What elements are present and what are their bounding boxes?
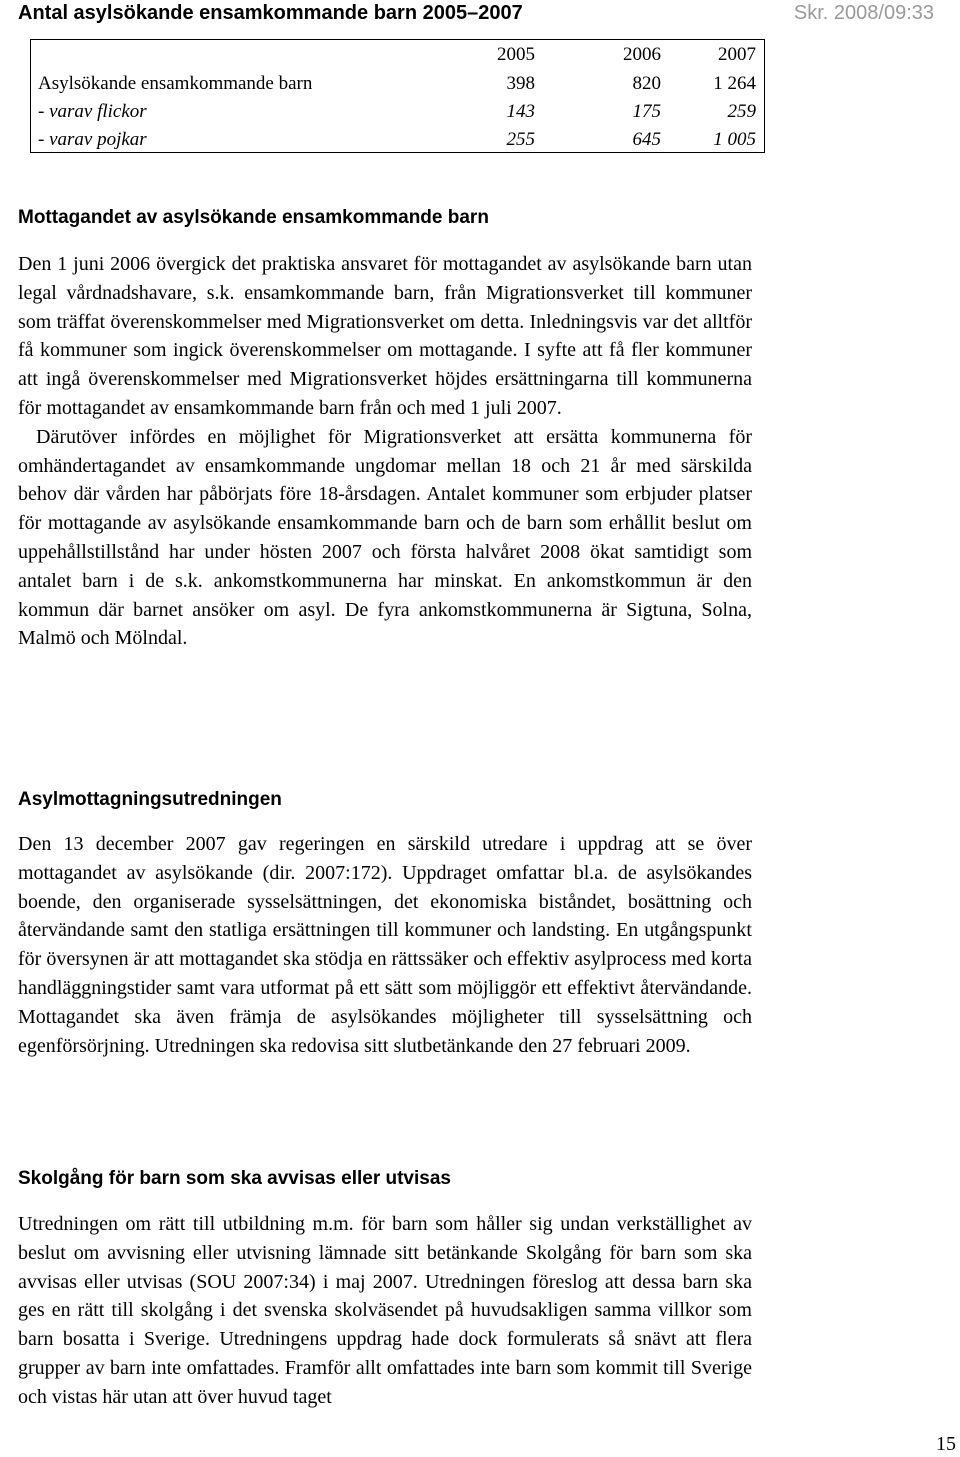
section-body-asylmottagningsutredningen: [18, 830, 752, 1060]
row-label: - varav flickor: [38, 101, 147, 122]
page-number: 15: [936, 1433, 956, 1455]
paragraph: Den 1 juni 2006 övergick det praktiska ansvaret för mottagandet av asylsökande barn utan legal vårdnadshavare, s.k. ensamkommande barn, från Migrationsverket till kommuner som träffat överenskommelser med Migrationsverket om detta. Inledningsvis var det alltför få kommuner som ingick överenskommelser om mottagande. I syfte att få fler kommuner att ingå överenskommelser med Migrationsverket höjdes ersättningarna till kommunerna för mottagandet av ensamkommande barn från och med 1 juli 2007.: [18, 253, 752, 419]
table-cell: 175: [632, 101, 661, 122]
row-label: Asylsökande ensamkommande barn: [38, 73, 313, 94]
table-cell: 1 005: [713, 129, 756, 150]
table-cell: 143: [506, 101, 535, 122]
column-header-2006: 2006: [623, 44, 661, 65]
table-row: [31, 70, 764, 98]
paragraph: Utredningen om rätt till utbildning m.m. för barn som håller sig undan verkställighet av beslut om avvisning eller utvisning lämnade sitt betänkande Skolgång för barn som ska avvisas eller utvisas (SOU 2007:34) i maj 2007. Utredningen föreslog att dessa barn ska ges en rätt till skolgång i det svenska skolväsendet på huvudsakligen samma villkor som barn bosatta i Sverige. Utredningens uppdrag hade dock formulerats så snävt att flera grupper av barn inte omfattades. Framför allt omfattades inte barn som kommit till Sverige och vistas här utan att över huvud taget: [18, 1213, 752, 1408]
column-header-2007: 2007: [718, 44, 756, 65]
document-reference: Skr. 2008/09:33: [793, 2, 934, 24]
column-header-2005: 2005: [497, 44, 535, 65]
table-cell: 645: [632, 129, 661, 150]
table-cell: 259: [727, 101, 756, 122]
table-cell: 1 264: [713, 73, 756, 94]
paragraph: Därutöver infördes en möjlighet för Migrationsverket att ersätta kommunerna för omhändertagandet av ensamkommande ungdomar mellan 18 och 21 år med särskilda behov där vården har påbörjats före 18-årsdagen. Antalet kommuner som erbjuder platser för mottagande av asylsökande ensamkommande barn och de barn som erhållit beslut om uppehållstillstånd har under hösten 2007 och första halvåret 2008 ökat samtidigt som antalet barn i de s.k. ankomstkommunerna har minskat. En ankomstkommun är den kommun där barnet ansöker om asyl. De fyra ankomstkommunerna är Sigtuna, Solna, Malmö och Mölndal.: [18, 425, 752, 650]
section-body-mottagandet: [18, 250, 752, 653]
table-cell: 398: [506, 73, 535, 94]
table-cell: 255: [506, 129, 535, 150]
row-label: - varav pojkar: [38, 129, 147, 150]
section-heading-skolgang: Skolgång för barn som ska avvisas eller utvisas: [18, 1168, 451, 1189]
table-cell: 820: [632, 73, 661, 94]
section-body-skolgang: [18, 1210, 752, 1412]
section-heading-mottagandet: Mottagandet av asylsökande ensamkommande barn: [18, 207, 489, 228]
statistics-table: [30, 39, 765, 153]
section-heading-asylmottagningsutredningen: Asylmottagningsutredningen: [18, 789, 282, 810]
table-row: [31, 126, 764, 154]
table-header-row: [31, 41, 764, 69]
paragraph: Den 13 december 2007 gav regeringen en särskild utredare i uppdrag att se över mottagandet av asylsökande (dir. 2007:172). Uppdraget omfattar bl.a. de asylsökandes boende, den organiserade sysselsättningen, det ekonomiska biståndet, bosättning och återvändande samt den statliga ersättningen till kommuner och landsting. En utgångspunkt för översynen är att mottagandet ska stödja en rättssäker och effektiv asylprocess med korta handläggningstider samt vara utformat på ett sätt som möjliggör ett effektivt återvändande. Mottagandet ska även främja de asylsökandes möjligheter till sysselsättning och egenförsörjning. Utredningen ska redovisa sitt slutbetänkande den 27 februari 2009.: [18, 833, 752, 1057]
table-row: [31, 98, 764, 126]
page-title: Antal asylsökande ensamkommande barn 2005–2007: [18, 2, 523, 24]
